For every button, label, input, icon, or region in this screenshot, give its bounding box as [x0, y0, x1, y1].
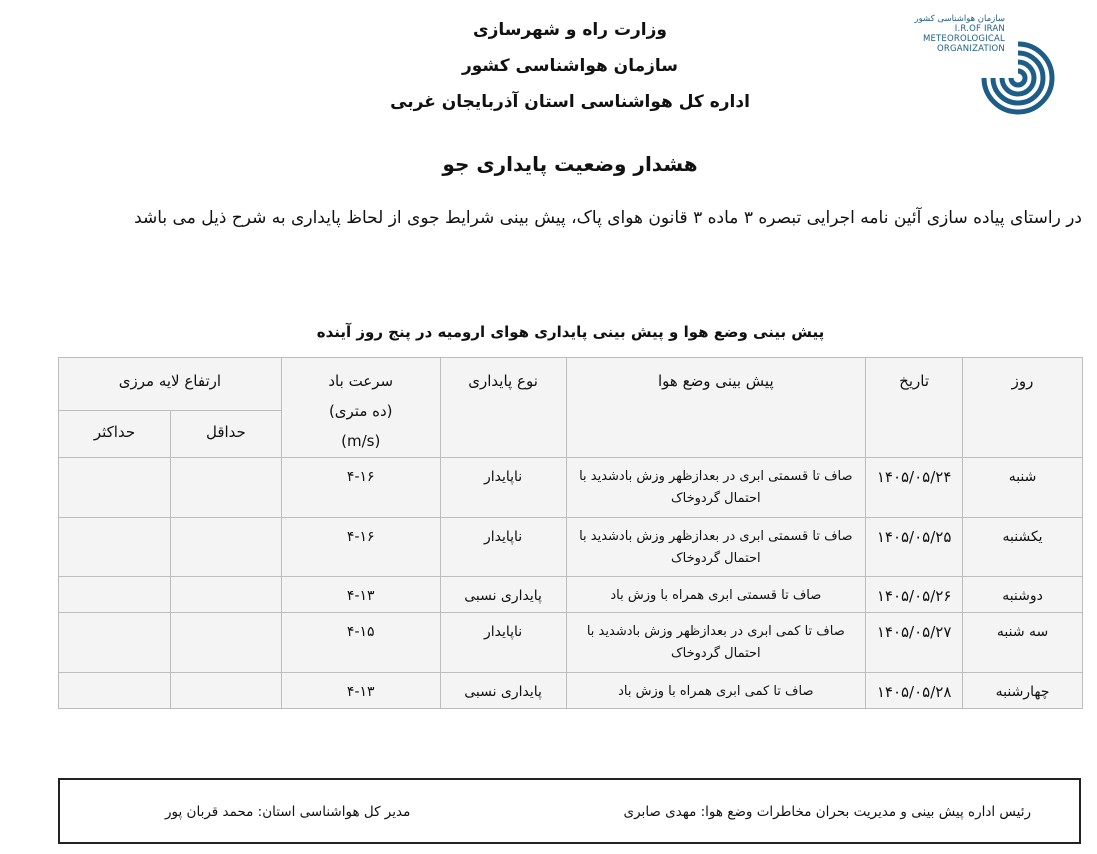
logo-text-en-1: I.R.OF IRAN [954, 24, 1005, 34]
cell-weather: صاف تا کمی ابری در بعدازظهر وزش بادشدید با احتمال گردوخاک [566, 613, 866, 673]
cell-max [59, 673, 171, 709]
ministry-name: وزارت راه و شهرسازی [472, 20, 667, 40]
organization-name: سازمان هواشناسی کشور [461, 56, 678, 76]
header-weather: پیش بینی وضع هوا [566, 358, 866, 458]
cell-min [170, 518, 281, 577]
cell-weather: صاف تا کمی ابری همراه با وزش باد [566, 673, 866, 709]
cell-day: سه شنبه [963, 613, 1083, 673]
signature-box [58, 778, 1081, 844]
header-stability: نوع پایداری [440, 358, 566, 458]
director-general-signature: مدیر کل هواشناسی استان: محمد قربان پور [165, 804, 411, 820]
cell-weather: صاف تا قسمتی ابری در بعدازظهر وزش بادشدید با احتمال گردوخاک [566, 518, 866, 577]
cell-stability: ناپایدار [440, 613, 566, 673]
header-wind-line-3: (m/s) [341, 432, 381, 450]
cell-day: یکشنبه [963, 518, 1083, 577]
cell-min [170, 673, 281, 709]
cell-min [170, 613, 281, 673]
cell-day: چهارشنبه [963, 673, 1083, 709]
logo-text-fa: سازمان هواشناسی کشور [914, 14, 1005, 24]
header-max: حداکثر [59, 411, 171, 458]
cell-min [170, 577, 281, 613]
header-wind-line-2: (ده متری) [328, 402, 393, 420]
logo-swirl-icon [975, 18, 1061, 122]
header-wind-line-1: سرعت باد [328, 372, 394, 390]
header-min: حداقل [170, 411, 281, 458]
cell-day: دوشنبه [963, 577, 1083, 613]
cell-wind: ۴-۱۳ [281, 673, 440, 709]
cell-wind: ۴-۱۶ [281, 458, 440, 518]
cell-stability: ناپایدار [440, 458, 566, 518]
cell-date: ۱۴۰۵/۰۵/۲۴ [866, 458, 963, 518]
cell-day: شنبه [963, 458, 1083, 518]
header-boundary-layer: ارتفاع لایه مرزی [59, 358, 282, 411]
intro-paragraph: در راستای پیاده سازی آئین نامه اجرایی تبصره ۳ ماده ۳ قانون هوای پاک، پیش بینی شرایط جوی از لحاظ پایداری به شرح ذیل می باشد [134, 208, 1082, 228]
cell-max [59, 518, 171, 577]
cell-max [59, 613, 171, 673]
header-wind [281, 358, 440, 458]
cell-stability: پایداری نسبی [440, 673, 566, 709]
cell-date: ۱۴۰۵/۰۵/۲۷ [866, 613, 963, 673]
cell-date: ۱۴۰۵/۰۵/۲۸ [866, 673, 963, 709]
page-title: هشدار وضعیت پایداری جو [442, 152, 698, 176]
forecast-head-signature: رئیس اداره پیش بینی و مدیریت بحران مخاطرات وضع هوا: مهدی صابری [623, 804, 1031, 820]
meteorological-organization-logo [905, 12, 1065, 124]
cell-date: ۱۴۰۵/۰۵/۲۶ [866, 577, 963, 613]
cell-wind: ۴-۱۳ [281, 577, 440, 613]
logo-text-en-2: METEOROLOGICAL [922, 34, 1005, 44]
document-header [300, 12, 840, 120]
cell-weather: صاف تا قسمتی ابری همراه با وزش باد [566, 577, 866, 613]
cell-min [170, 458, 281, 518]
table-row [59, 577, 1083, 613]
cell-date: ۱۴۰۵/۰۵/۲۵ [866, 518, 963, 577]
cell-wind: ۴-۱۶ [281, 518, 440, 577]
table-title: پیش بینی وضع هوا و پیش بینی پایداری هوای ارومیه در پنج روز آینده [316, 323, 825, 341]
forecast-table [58, 357, 1083, 709]
logo-text-en-3: ORGANIZATION [937, 44, 1005, 54]
table-row [59, 613, 1083, 673]
cell-wind: ۴-۱۵ [281, 613, 440, 673]
table-row [59, 673, 1083, 709]
header-day: روز [963, 358, 1083, 458]
cell-stability: ناپایدار [440, 518, 566, 577]
table-row [59, 518, 1083, 577]
cell-max [59, 577, 171, 613]
office-name: اداره کل هواشناسی استان آذربایجان غربی [390, 92, 750, 112]
header-date: تاریخ [866, 358, 963, 458]
cell-weather: صاف تا قسمتی ابری در بعدازظهر وزش بادشدید با احتمال گردوخاک [566, 458, 866, 518]
cell-max [59, 458, 171, 518]
table-row [59, 458, 1083, 518]
cell-stability: پایداری نسبی [440, 577, 566, 613]
